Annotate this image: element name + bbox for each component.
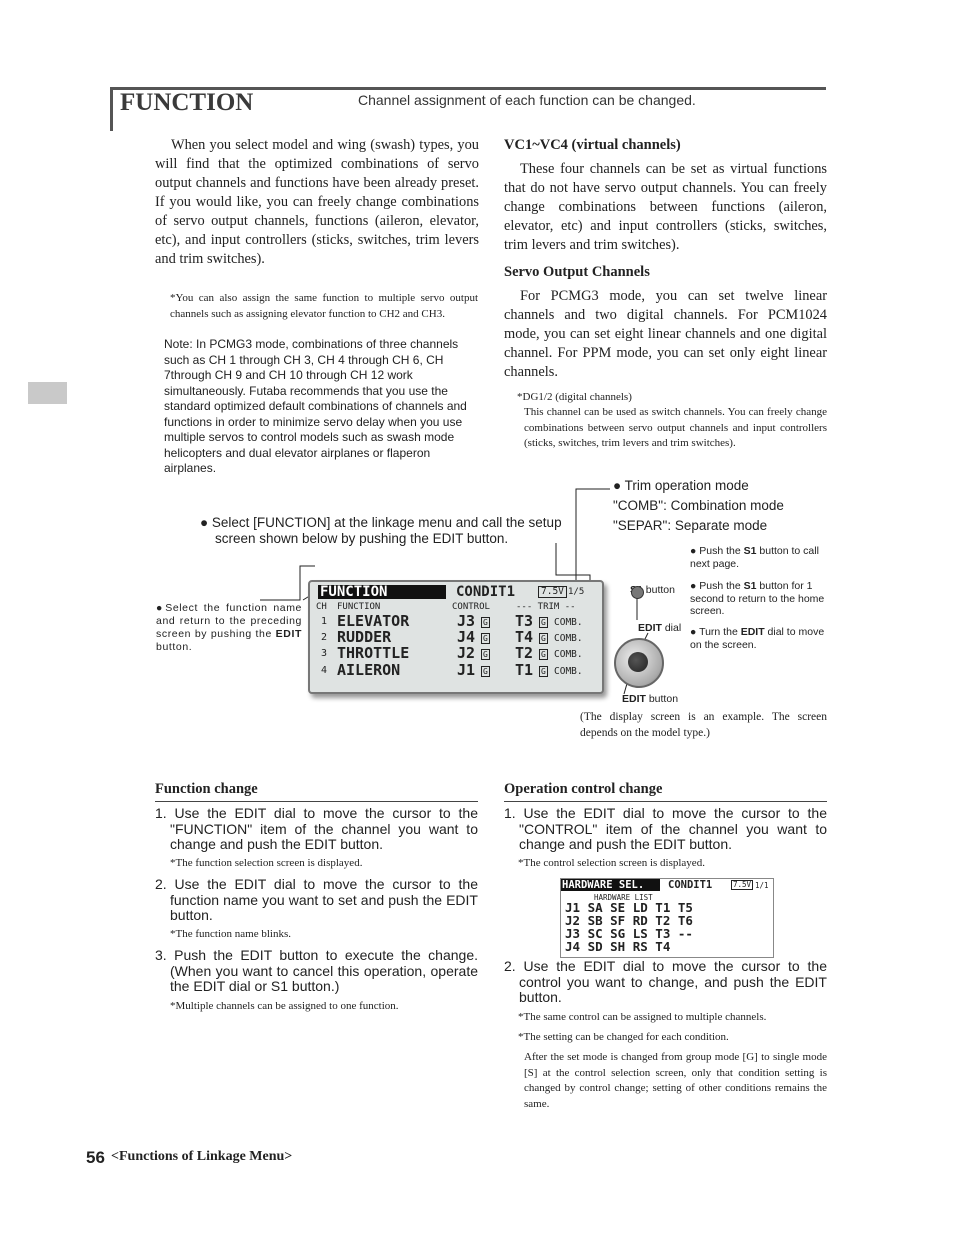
lcd-col-trim: --- TRIM --: [516, 602, 576, 612]
lcd-row-trim-mode[interactable]: COMB.: [554, 649, 583, 660]
lcd-col-ch: CH: [316, 602, 327, 612]
edit-button-label: EDIT button: [622, 693, 679, 705]
intro-note-pcmg3: Note: In PCMG3 mode, combinations of three channels such as CH 1 through CH 3, CH 4 through CH 6, CH 7through CH 9 and CH 10 through CH 12 work simultaneously. Futaba recommends that you use the standard optimized default combinations of channels and functions in order to minimize servo delay when you use multiple servos to control models such as swash mode helicopters and dual elevator airplanes or flaperon airplanes.: [164, 337, 467, 475]
function-change-note-1: *The function selection screen is displayed.: [170, 857, 363, 869]
hw-row[interactable]: J4 SD SH RS T4: [565, 939, 671, 954]
lcd-row-trim-group-icon: G: [541, 634, 546, 643]
function-screen: [308, 580, 604, 694]
lcd-row-group-icon: G: [483, 634, 488, 643]
function-change-note-3: *Multiple channels can be assigned to one function.: [170, 1000, 399, 1012]
hw-row[interactable]: J2 SB SF RD T2 T6: [565, 913, 693, 928]
footer-section: <Functions of Linkage Menu>: [111, 1149, 293, 1164]
s1-button-icon[interactable]: [631, 586, 644, 599]
lcd-row-function[interactable]: THROTTLE: [337, 644, 410, 662]
lcd-row-function[interactable]: AILERON: [337, 661, 401, 679]
servo-heading: Servo Output Channels: [504, 264, 650, 280]
lcd-voltage: 7.5V: [538, 586, 567, 598]
lcd-row-trim[interactable]: T2: [515, 644, 534, 662]
hw-row[interactable]: J3 SC SG LS T3 --: [565, 926, 693, 941]
lcd-row-group-icon: G: [483, 667, 488, 676]
operation-change-note-3: *The setting can be changed for each condition.: [518, 1031, 729, 1043]
lcd-row-control[interactable]: J4: [457, 628, 476, 646]
operation-change-note-2: *The same control can be assigned to multiple channels.: [518, 1011, 767, 1023]
function-change-step-3: 3. Push the EDIT button to execute the change. (When you want to cancel this operation, operate the EDIT dial or S1 button.): [155, 947, 478, 994]
lcd-row-ch: 1: [321, 616, 328, 627]
operation-change-step-2: 2. Use the EDIT dial to move the cursor to the control you want to change, and push the EDIT button.: [504, 958, 827, 1005]
intro-note-same-function: *You can also assign the same function to multiple servo output channels such as assigning elevator function to CH2 and CH3.: [170, 292, 478, 320]
vc-heading: VC1~VC4 (virtual channels): [504, 137, 681, 153]
lcd-row-trim-mode[interactable]: COMB.: [554, 633, 583, 644]
trim-separ-label: "SEPAR": Separate mode: [613, 518, 768, 533]
hw-page: 1/1: [755, 881, 769, 890]
operation-change-paragraph: After the set mode is changed from group mode [G] to single mode [S] at the control selection screen, only that condition setting is changed by control change; setting of other conditions remains the same.: [524, 1051, 827, 1110]
lcd-row-function[interactable]: RUDDER: [337, 628, 392, 646]
lcd-page: 1/5: [568, 587, 585, 597]
operation-change-step-1: 1. Use the EDIT dial to move the cursor to the "CONTROL" item of the channel you want to change and push the EDIT button.: [504, 805, 827, 852]
hw-row[interactable]: J1 SA SE LD T1 T5: [565, 900, 693, 915]
dg-paragraph: This channel can be used as switch channels. You can freely change combinations between servo output channels and input controllers (sticks, switches, trim levers and trim switches).: [524, 406, 827, 449]
hw-title: HARDWARE SEL.: [562, 879, 645, 891]
lcd-title: FUNCTION: [320, 584, 388, 600]
lcd-col-control: CONTROL: [452, 602, 490, 612]
operation-change-note-1: *The control selection screen is displayed.: [518, 857, 705, 869]
trim-mode-label: ● Trim operation mode: [613, 478, 749, 493]
function-change-step-1: 1. Use the EDIT dial to move the cursor to the "FUNCTION" item of the channel you want to change and push the EDIT button.: [155, 805, 478, 852]
lcd-row-control[interactable]: J1: [457, 661, 476, 679]
lcd-row-ch: 4: [321, 665, 328, 676]
lcd-col-function: FUNCTION: [337, 602, 381, 612]
lcd-row-trim-mode[interactable]: COMB.: [554, 666, 583, 677]
page-number: 56: [86, 1148, 105, 1167]
lcd-row-trim-mode[interactable]: COMB.: [554, 617, 583, 628]
servo-paragraph: For PCMG3 mode, you can set twelve linear channels and two digital channels. For PCM1024 mode, you can set eight linear channels and one digital channel. For PPM mode, you can set only eight linear channels.: [504, 288, 827, 380]
lcd-row-trim[interactable]: T4: [515, 628, 534, 646]
lcd-row-group-icon: G: [483, 618, 488, 627]
page-subtitle: Channel assignment of each function can be changed.: [358, 92, 696, 108]
operation-change-heading: Operation control change: [504, 781, 827, 802]
hw-list-label: HARDWARE LIST: [594, 893, 653, 902]
hardware-select-screen: [560, 878, 774, 958]
lcd-row-trim-group-icon: G: [541, 650, 546, 659]
lcd-row-trim-group-icon: G: [541, 667, 546, 676]
s1-button-label: button: [645, 584, 675, 596]
lcd-row-trim[interactable]: T1: [515, 661, 534, 679]
display-example-note: (The display screen is an example. The screen depends on the model type.): [580, 711, 827, 739]
trim-comb-label: "COMB": Combination mode: [613, 498, 784, 513]
lcd-row-ch: 3: [321, 648, 328, 659]
lcd-row-control[interactable]: J2: [457, 644, 476, 662]
lcd-row-function[interactable]: ELEVATOR: [337, 612, 410, 630]
vc-paragraph: These four channels can be set as virtual functions that do not have servo output channels. You can freely change combinations between functions (aileron, elevator, etc) and input controllers (sticks, switches, trim levers and trim switches).: [504, 161, 827, 253]
lcd-row-control[interactable]: J3: [457, 612, 476, 630]
function-change-step-2: 2. Use the EDIT dial to move the cursor to the function name you want to set and push the EDIT button.: [155, 876, 478, 923]
page-title: FUNCTION: [120, 89, 254, 116]
callout-turn-dial: ● Turn the EDIT dial to move on the screen.: [690, 626, 825, 651]
lcd-row-trim-group-icon: G: [541, 618, 546, 627]
callout-function-name: ●Select the function name and return to the preceding screen by pushing the EDIT button.: [156, 602, 302, 653]
hw-voltage: 7.5V: [733, 880, 752, 889]
function-change-note-2: *The function name blinks.: [170, 928, 291, 940]
lcd-row-ch: 2: [321, 632, 328, 643]
lcd-condition: CONDIT1: [456, 584, 516, 600]
intro-paragraph: When you select model and wing (swash) types, you will find that the optimized combinations of servo output channels and functions have been already preset. If you would like, you can freely change combinations of servo output channels, functions (aileron, elevator, etc), and input controllers (sticks, switches, trim levers and trim switches).: [155, 137, 479, 267]
hw-condition: CONDIT1: [668, 879, 713, 891]
lcd-row-group-icon: G: [483, 650, 488, 659]
edit-button-icon[interactable]: [628, 652, 648, 672]
callout-next-page: ● Push the S1 button to call next page.: [690, 545, 819, 570]
function-change-heading: Function change: [155, 781, 478, 802]
edit-dial-label: EDIT dial: [638, 622, 682, 634]
select-function-instruction: ● Select [FUNCTION] at the linkage menu and call the setup screen shown below by pushing the EDIT button.: [200, 515, 562, 546]
lcd-row-trim[interactable]: T3: [515, 612, 534, 630]
callout-home-screen: ● Push the S1 button for 1 second to return to the home screen.: [690, 580, 825, 617]
dg-note: *DG1/2 (digital channels): [517, 391, 632, 403]
